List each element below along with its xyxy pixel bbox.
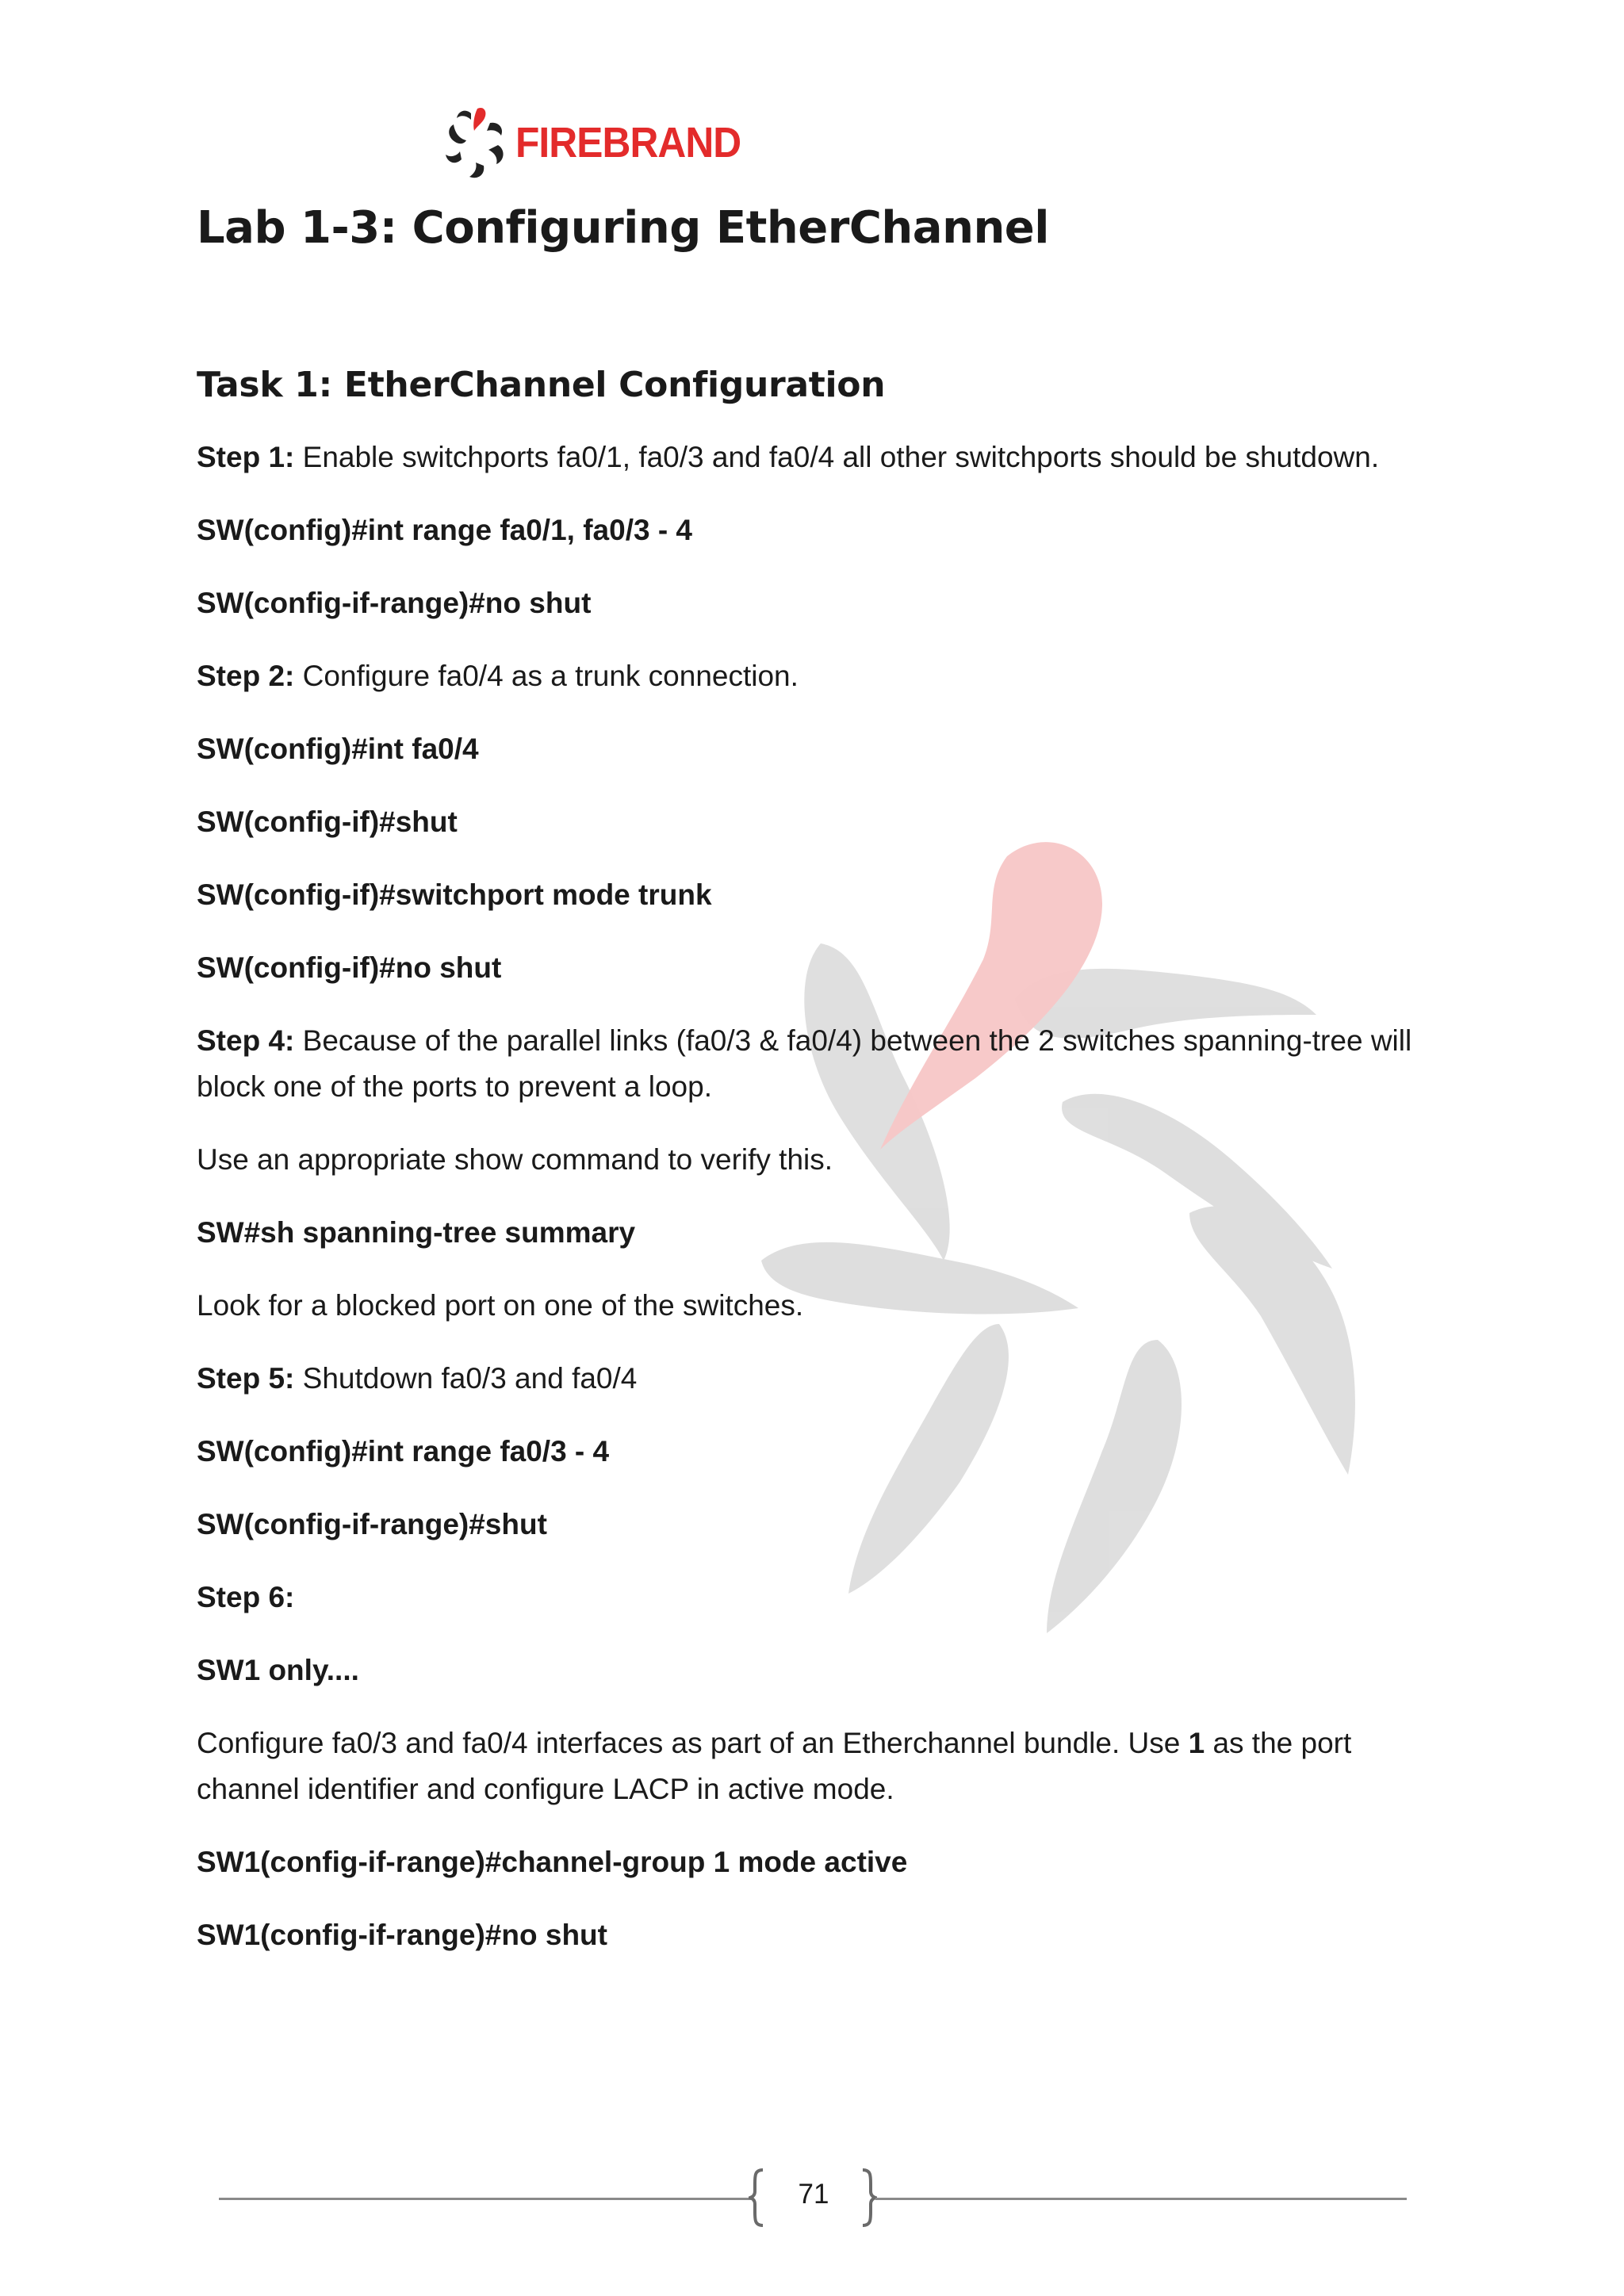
- command-line: SW(config)#int range fa0/3 - 4: [197, 1435, 610, 1468]
- firebrand-emblem-icon: [442, 104, 511, 182]
- step-text: Because of the parallel links (fa0/3 & fa0/4) between the 2 switches spanning-tree will block one of the ports to prevent a loop.: [197, 1024, 1412, 1103]
- step-text: Configure fa0/4 as a trunk connection.: [294, 660, 799, 692]
- body-paragraph: Use an appropriate show command to verify this.: [197, 1143, 833, 1176]
- step-label: Step 2:: [197, 660, 295, 692]
- step-text: Enable switchports fa0/1, fa0/3 and fa0/4 all other switchports should be shutdown.: [294, 441, 1380, 473]
- footer-rule-left: [219, 2198, 752, 2200]
- step-2: [197, 653, 1434, 699]
- body-paragraph: [197, 1720, 1434, 1812]
- step-label: Step 5:: [197, 1362, 295, 1395]
- page-title: Lab 1-3: Configuring EtherChannel: [197, 202, 1049, 254]
- command-line: SW(config-if)#no shut: [197, 951, 502, 984]
- channel-id: 1: [1188, 1727, 1205, 1759]
- command-line: SW1(config-if-range)#no shut: [197, 1919, 607, 1951]
- step-4: [197, 1018, 1434, 1110]
- command-line: SW(config)#int range fa0/1, fa0/3 - 4: [197, 514, 693, 546]
- page-number: 71: [798, 2179, 829, 2210]
- command-line: SW1(config-if-range)#channel-group 1 mode active: [197, 1846, 908, 1878]
- command-line: SW(config-if-range)#no shut: [197, 587, 592, 619]
- logo-text: FIREBRAND: [515, 119, 741, 166]
- command-line: SW(config-if)#switchport mode trunk: [197, 878, 712, 911]
- command-line: SW#sh spanning-tree summary: [197, 1216, 636, 1249]
- step-5: [197, 1356, 1434, 1402]
- step-text: Shutdown fa0/3 and fa0/4: [294, 1362, 638, 1395]
- right-brace-icon: [860, 2168, 877, 2228]
- sw1-only-note: SW1 only....: [197, 1654, 359, 1686]
- step-label: Step 4:: [197, 1024, 295, 1057]
- step-6: [197, 1575, 1434, 1621]
- text-segment: as the port channel identifier and configure LACP in active mode.: [197, 1727, 1352, 1805]
- footer-rule-right: [875, 2198, 1407, 2200]
- document-body: [197, 197, 1434, 1958]
- command-line: SW(config-if)#shut: [197, 806, 458, 838]
- command-line: SW(config)#int fa0/4: [197, 733, 479, 765]
- body-paragraph: Look for a blocked port on one of the switches.: [197, 1289, 804, 1322]
- left-brace-icon: [749, 2168, 766, 2228]
- step-label: Step 6:: [197, 1581, 295, 1613]
- step-label: Step 1:: [197, 441, 295, 473]
- command-line: SW(config-if-range)#shut: [197, 1508, 547, 1540]
- firebrand-logo: [442, 101, 760, 184]
- task-heading: Task 1: EtherChannel Configuration: [197, 365, 886, 405]
- step-1: [197, 434, 1434, 480]
- text-segment: Configure fa0/3 and fa0/4 interfaces as part of an Etherchannel bundle. Use: [197, 1727, 1189, 1759]
